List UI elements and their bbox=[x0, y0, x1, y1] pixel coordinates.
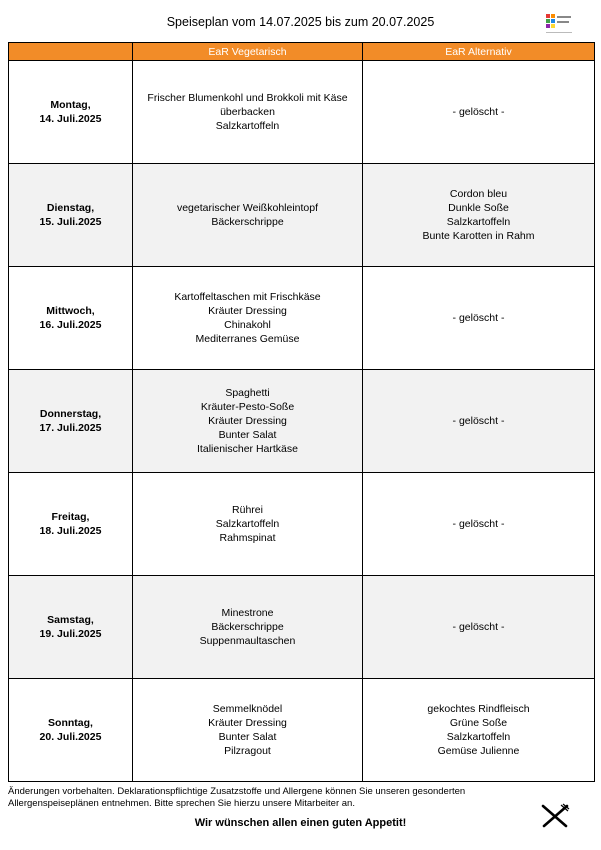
alternativ-cell bbox=[363, 370, 595, 473]
alternativ-cell bbox=[363, 576, 595, 679]
dish-line: Chinakohl bbox=[224, 319, 271, 331]
day-cell bbox=[9, 576, 133, 679]
dish-line: Salzkartoffeln bbox=[215, 518, 280, 530]
footer-note: Änderungen vorbehalten. Deklarationspflichtige Zusatzstoffe und Allergene können Sie unseren gesonderten Allergenspeiseplänen entnehmen. Bitte sprechen Sie hierzu unsere Mitarbeiter an. bbox=[8, 786, 466, 809]
table-header-row bbox=[9, 43, 595, 61]
table-row bbox=[9, 679, 595, 782]
alternativ-cell bbox=[363, 164, 595, 267]
dish-line: Gemüse Julienne bbox=[437, 745, 520, 757]
dish-line: Bäckerschrippe bbox=[211, 216, 284, 228]
dish-line: - gelöscht - bbox=[452, 621, 505, 633]
dish-line: - gelöscht - bbox=[452, 415, 505, 427]
vegetarisch-cell bbox=[133, 473, 363, 576]
column-header-alternativ: EaR Alternativ bbox=[363, 43, 595, 61]
alternativ-cell bbox=[363, 267, 595, 370]
table-row bbox=[9, 370, 595, 473]
table-row bbox=[9, 61, 595, 164]
dish-line: Bunter Salat bbox=[218, 429, 277, 441]
weekday-label: Mittwoch, bbox=[46, 305, 95, 317]
weekday-label: Donnerstag, bbox=[39, 408, 102, 420]
vegetarisch-cell bbox=[133, 164, 363, 267]
alternativ-cell bbox=[363, 61, 595, 164]
dish-line: Salzkartoffeln bbox=[446, 731, 511, 743]
dish-line: Kräuter Dressing bbox=[208, 305, 287, 317]
dish-line: Kräuter Dressing bbox=[208, 415, 287, 427]
dish-line: Bunte Karotten in Rahm bbox=[422, 230, 535, 242]
dish-line: - gelöscht - bbox=[452, 106, 505, 118]
dish-line: Semmelknödel bbox=[212, 703, 283, 715]
day-cell bbox=[9, 473, 133, 576]
dish-line: Salzkartoffeln bbox=[215, 120, 280, 132]
cutlery-icon bbox=[540, 803, 570, 829]
dish-line: Italienischer Hartkäse bbox=[197, 443, 298, 455]
vegetarisch-cell bbox=[133, 267, 363, 370]
dish-line: Kräuter Dressing bbox=[208, 717, 287, 729]
day-cell bbox=[9, 370, 133, 473]
day-cell bbox=[9, 267, 133, 370]
weekday-label: Freitag, bbox=[51, 511, 90, 523]
dish-line: - gelöscht - bbox=[452, 312, 505, 324]
dish-line: Kartoffeltaschen mit Frischkäse bbox=[174, 291, 321, 303]
alternativ-cell bbox=[363, 473, 595, 576]
table-row bbox=[9, 576, 595, 679]
date-label: 20. Juli.2025 bbox=[39, 731, 102, 743]
date-label: 16. Juli.2025 bbox=[39, 319, 102, 331]
closing-text: Wir wünschen allen einen guten Appetit! bbox=[194, 817, 407, 829]
vegetarisch-cell bbox=[133, 61, 363, 164]
dish-line: Grüne Soße bbox=[449, 717, 508, 729]
dish-line: Spaghetti bbox=[225, 387, 270, 399]
table-row bbox=[9, 473, 595, 576]
table-row bbox=[9, 267, 595, 370]
dish-line: gekochtes Rindfleisch bbox=[427, 703, 530, 715]
table-row bbox=[9, 164, 595, 267]
page-title: Speiseplan vom 14.07.2025 bis zum 20.07.2025 bbox=[166, 15, 435, 29]
dish-line: Salzkartoffeln bbox=[446, 216, 511, 228]
column-header-vegetarisch: EaR Vegetarisch bbox=[133, 43, 363, 61]
date-label: 15. Juli.2025 bbox=[39, 216, 102, 228]
vegetarisch-cell bbox=[133, 576, 363, 679]
day-cell bbox=[9, 679, 133, 782]
date-label: 17. Juli.2025 bbox=[39, 422, 102, 434]
dish-line: Suppenmaultaschen bbox=[199, 635, 296, 647]
vegetarisch-cell bbox=[133, 679, 363, 782]
weekday-label: Sonntag, bbox=[48, 717, 93, 729]
dish-line: Rahmspinat bbox=[219, 532, 276, 544]
dish-line: vegetarischer Weißkohleintopf bbox=[176, 202, 319, 214]
dish-line: Kräuter-Pesto-Soße bbox=[200, 401, 295, 413]
day-cell bbox=[9, 61, 133, 164]
dish-line: überbacken bbox=[220, 106, 275, 118]
dish-line: Dunkle Soße bbox=[448, 202, 509, 214]
dish-line: Minestrone bbox=[221, 607, 274, 619]
dish-line: - gelöscht - bbox=[452, 518, 505, 530]
dish-line: Rührei bbox=[232, 504, 263, 516]
column-header-day bbox=[9, 43, 133, 61]
weekday-label: Samstag, bbox=[47, 614, 94, 626]
date-label: 19. Juli.2025 bbox=[39, 628, 102, 640]
dish-line: Bäckerschrippe bbox=[211, 621, 284, 633]
brand-logo-icon bbox=[544, 12, 574, 38]
weekday-label: Dienstag, bbox=[46, 202, 95, 214]
weekday-label: Montag, bbox=[50, 99, 91, 111]
vegetarisch-cell bbox=[133, 370, 363, 473]
date-label: 14. Juli.2025 bbox=[39, 113, 102, 125]
dish-line: Pilzragout bbox=[224, 745, 271, 757]
day-cell bbox=[9, 164, 133, 267]
alternativ-cell bbox=[363, 679, 595, 782]
dish-line: Cordon bleu bbox=[449, 188, 508, 200]
dish-line: Frischer Blumenkohl und Brokkoli mit Käse bbox=[147, 92, 348, 104]
dish-line: Bunter Salat bbox=[218, 731, 277, 743]
dish-line: Mediterranes Gemüse bbox=[195, 333, 300, 345]
date-label: 18. Juli.2025 bbox=[39, 525, 102, 537]
menu-table bbox=[8, 42, 595, 782]
